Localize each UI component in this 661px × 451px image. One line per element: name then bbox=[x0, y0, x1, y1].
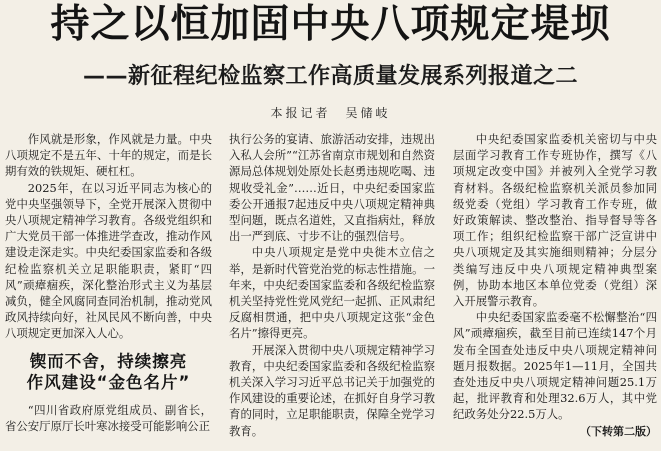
paragraph: 执行公务的宴请、旅游活动安排，违规出入私人会所”“江苏省南京市规划和自然资源局总体规划处原处长赵勇违规吃喝、违规收受礼金”……近日，中央纪委国家监委公开通报7起违反中央八项规定精神典型问题，既点名道姓，又直指病灶，释放出一严到底、寸步不让的强烈信号。 bbox=[229, 132, 435, 244]
paragraph: 中央纪委国家监委毫不松懈整治“四风”顽瘴痼疾，截至目前已连续147个月发布全国查处违反中央八项规定精神问题月报数据。2025年1—11月，全国共查处违反中央八项规定精神问题25.1万起，批评教育和处理32.6万人，其中党纪政务处分22.5万人。 bbox=[453, 310, 657, 422]
article-column-2 bbox=[229, 131, 435, 449]
paragraph: 2025年，在以习近平同志为核心的党中央坚强领导下，全党开展深入贯彻中央八项规定精神学习教育。各级党组织和广大党员干部一体推进学查改，推动作风建设走深走实。中央纪委国家监委和各级纪检监察机关立足职能职责，紧盯“四风”顽瘴痼疾，深化整治形式主义为基层减负，健全风腐同查同治机制，推动党风政风持续向好，社风民风不断向善，中央八项规定更加深入人心。 bbox=[5, 180, 212, 341]
section-heading bbox=[5, 351, 212, 393]
article-column-3 bbox=[453, 131, 657, 449]
section-heading-line: 作风建设“金色名片” bbox=[26, 372, 191, 392]
paragraph: 中央纪委国家监委机关密切与中央层面学习教育工作专班协作，撰写《八项规定改变中国》并被列入全党学习教育材料。各级纪检监察机关派员参加同级党委（党组）学习教育工作专班，做好政策解读、整改整治、指导督导等各项工作；组织纪检监察干部广泛宣讲中央八项规定及其实施细则精神；分层分类编写违反中央八项规定精神典型案例，协助本地区本单位党委（党组）深入开展警示教育。 bbox=[453, 132, 657, 309]
paragraph: 开展深入贯彻中央八项规定精神学习教育，中央纪委国家监委和各级纪检监察机关深入学习习近平总书记关于加强党的作风建设的重要论述，在抓好自身学习教育的同时，立足职能职责，保障全党学习教育。 bbox=[229, 342, 435, 438]
paragraph: 作风就是形象，作风就是力量。中央八项规定不是五年、十年的规定，而是长期有效的铁规矩、硬杠杠。 bbox=[5, 132, 212, 179]
continued-on-page-note: （下转第二版） bbox=[580, 424, 657, 438]
article-column-1 bbox=[5, 131, 212, 449]
paragraph: “四川省政府原党组成员、副省长，省公安厅原厅长叶寒冰接受可能影响公正 bbox=[5, 402, 212, 433]
byline: 本报记者 吴储岐 bbox=[270, 106, 391, 120]
paragraph: 中央八项规定是党中央徙木立信之举，是新时代管党治党的标志性措施。一年来，中央纪委国家监委和各级纪检监察机关坚持党性党风党纪一起抓、正风肃纪反腐相贯通，把中央八项规定这张“金色名片”擦得更亮。 bbox=[229, 245, 435, 341]
page-subheadline: ——新征程纪检监察工作高质量发展系列报道之二 bbox=[82, 64, 578, 89]
page-headline: 持之以恒加固中央八项规定堤坝 bbox=[50, 2, 611, 47]
section-heading-line: 锲而不舍，持续擦亮 bbox=[29, 351, 188, 371]
